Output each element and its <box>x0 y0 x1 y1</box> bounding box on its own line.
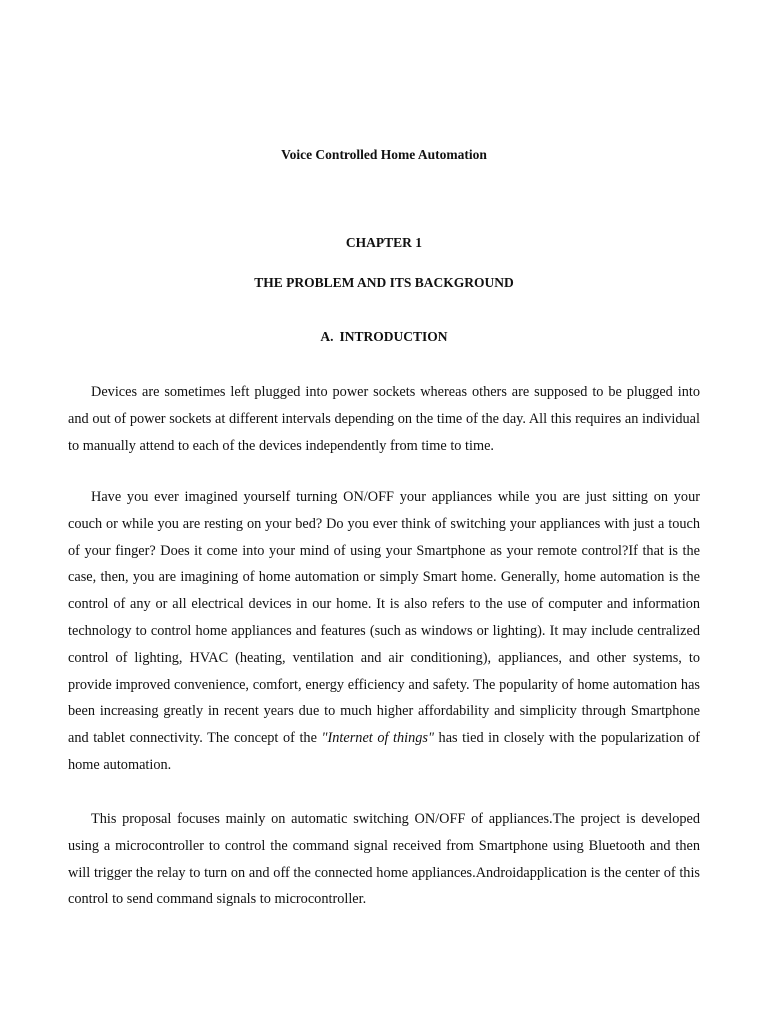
chapter-title: THE PROBLEM AND ITS BACKGROUND <box>254 275 514 290</box>
internet-of-things-term: "Internet of things" <box>321 730 434 747</box>
chapter-heading: CHAPTER 1 <box>345 235 423 250</box>
section-number: A. <box>320 329 334 344</box>
paragraph-2 <box>68 484 700 779</box>
section-heading <box>0 329 768 345</box>
paragraph-2-end: has tied in closely with the popularization of home automation. <box>68 730 701 773</box>
paragraph-2-text: Have you ever imagined yourself turning ON/OFF your appliances while you are just sitting on your couch or while you are resting on your bed? Do you ever think of switching your appliances with just a touch of your finger? Does it come into your mind of using your Smartphone as your remote control?If that is the case, then, you are imagining of home automation or simply Smart home. Generally, home automation is the control of any or all electrical devices in our home. It is also refers to the use of computer and information technology to control home appliances and features (such as windows or lighting). It may include centralized control of lighting, HVAC (heating, ventilation and air conditioning), appliances, and other systems, to provide improved convenience, comfort, energy efficiency and safety. The popularity of home automation has been increasing greatly in recent years due to much higher affordability and simplicity through Smartphone and tablet connectivity. The concept of the <box>68 489 700 747</box>
paragraph-3: This proposal focuses mainly on automatic switching ON/OFF of appliances.The project is developed using a microcontroller to control the command signal received from Smartphone using Bluetooth and then will trigger the relay to turn on and off the connected home appliances.Androidapplication is the center of this control to send command signals to microcontroller. <box>68 811 700 908</box>
paragraph-1: Devices are sometimes left plugged into power sockets whereas others are supposed to be plugged into and out of power sockets at different intervals depending on the time of the day. All this requires an individual to manually attend to each of the devices independently from time to time. <box>68 384 700 454</box>
section-title: INTRODUCTION <box>339 329 448 344</box>
document-title: Voice Controlled Home Automation <box>281 147 487 162</box>
